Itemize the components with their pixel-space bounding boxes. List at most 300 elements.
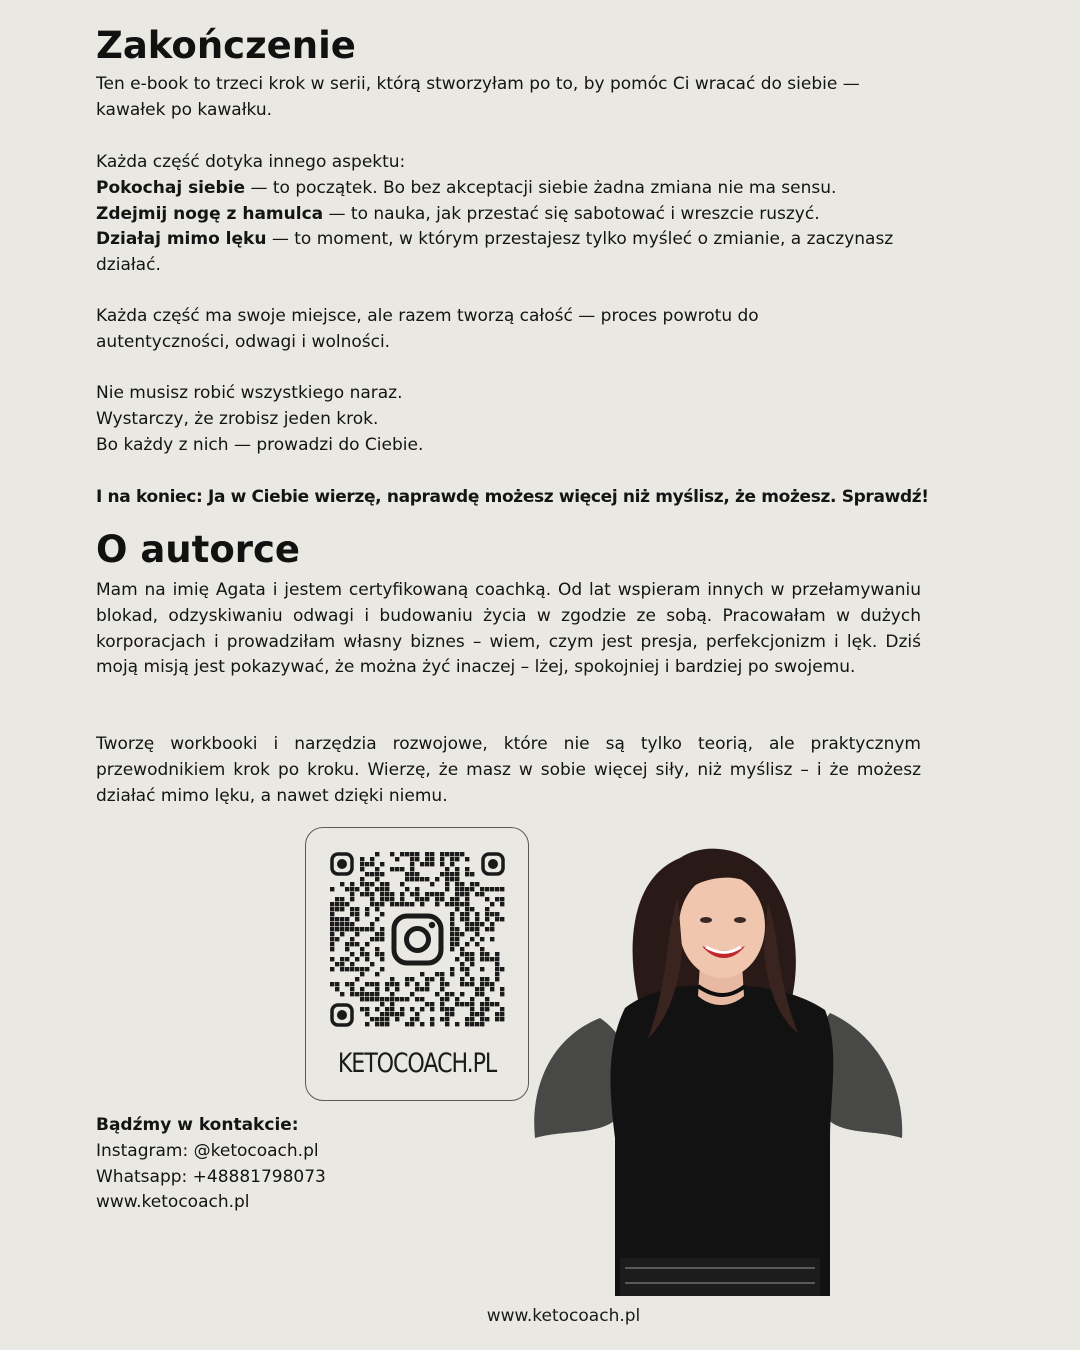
qr-module [450,862,454,866]
qr-module [375,872,379,876]
qr-module [440,982,444,986]
qr-module [485,1007,489,1011]
qr-module [490,982,494,986]
qr-module [350,992,354,996]
qr-module [390,1002,394,1006]
aspect-item-2-text: — to nauka, jak przestać się sabotować i wreszcie ruszyć. [323,203,820,224]
qr-module [455,1002,459,1006]
qr-module [380,862,384,866]
qr-module [380,927,384,931]
qr-module [365,892,369,896]
qr-module [500,1012,504,1016]
qr-module [335,907,339,911]
qr-module [395,857,399,861]
instagram-qr-card[interactable] [305,827,529,1101]
qr-module [355,932,359,936]
qr-module [450,972,454,976]
qr-module [390,997,394,1001]
qr-module [445,1012,449,1016]
qr-module [430,1007,434,1011]
qr-module [460,852,464,856]
qr-module [330,922,334,926]
qr-module [380,957,384,961]
qr-module [380,1012,384,1016]
qr-module [480,1002,484,1006]
qr-module [365,1022,369,1026]
qr-module [410,1007,414,1011]
qr-module [455,892,459,896]
qr-module [485,912,489,916]
aspect-item-3-continued: działać. [96,255,161,276]
qr-module [465,1002,469,1006]
qr-module [365,882,369,886]
qr-code[interactable] [330,852,505,1027]
qr-module [375,952,379,956]
qr-module [410,892,414,896]
qr-module [415,852,419,856]
qr-module [410,1022,414,1026]
qr-module [375,1017,379,1021]
qr-module [430,1022,434,1026]
qr-module [495,897,499,901]
qr-module [425,862,429,866]
qr-module [405,887,409,891]
qr-module [425,852,429,856]
qr-module [400,897,404,901]
qr-module [365,967,369,971]
qr-module [495,917,499,921]
qr-module [465,957,469,961]
qr-module [445,1022,449,1026]
qr-module [445,902,449,906]
qr-module [420,972,424,976]
qr-module [485,897,489,901]
qr-module [460,932,464,936]
contact-whatsapp[interactable]: Whatsapp: +48881798073 [96,1166,326,1187]
qr-module [385,897,389,901]
qr-module [430,862,434,866]
qr-module [460,962,464,966]
qr-module [345,922,349,926]
qr-module [450,897,454,901]
qr-module [420,1007,424,1011]
qr-module [410,872,414,876]
qr-module [340,932,344,936]
qr-module [440,977,444,981]
qr-module [465,902,469,906]
qr-module [410,857,414,861]
qr-module [345,947,349,951]
qr-module [480,887,484,891]
qr-module [390,1007,394,1011]
qr-module [460,902,464,906]
qr-module [385,1022,389,1026]
qr-module [445,997,449,1001]
qr-module [340,992,344,996]
qr-module [370,992,374,996]
qr-module [365,952,369,956]
qr-module [465,952,469,956]
qr-module [495,957,499,961]
qr-module [460,967,464,971]
qr-module [445,867,449,871]
qr-module [375,987,379,991]
qr-module [335,922,339,926]
qr-module [430,857,434,861]
qr-module [370,927,374,931]
qr-module [365,957,369,961]
qr-module [355,967,359,971]
qr-module [375,972,379,976]
qr-module [450,872,454,876]
qr-module [395,982,399,986]
qr-module [460,977,464,981]
qr-module [340,927,344,931]
qr-module [360,1007,364,1011]
qr-module [345,902,349,906]
qr-module [330,967,334,971]
qr-module [445,872,449,876]
qr-module [440,1002,444,1006]
contact-instagram[interactable]: Instagram: @ketocoach.pl [96,1140,319,1161]
qr-module [365,912,369,916]
aspect-item-1-text: — to początek. Bo bez akceptacji siebie żadna zmiana nie ma sensu. [245,177,837,198]
qr-module [360,947,364,951]
qr-module [430,977,434,981]
qr-module [410,992,414,996]
qr-module [400,892,404,896]
qr-module [345,967,349,971]
qr-module [420,902,424,906]
qr-module [475,987,479,991]
qr-module [470,937,474,941]
qr-module [465,912,469,916]
qr-module [440,857,444,861]
qr-module [455,932,459,936]
qr-module [460,982,464,986]
qr-module [360,867,364,871]
qr-module [440,892,444,896]
qr-module [465,867,469,871]
qr-module [485,887,489,891]
qr-module [440,852,444,856]
qr-module [470,952,474,956]
qr-module [365,997,369,1001]
qr-module [450,932,454,936]
qr-module [455,942,459,946]
qr-module [450,877,454,881]
qr-module [455,937,459,941]
qr-module [425,877,429,881]
conclusion-title: Zakończenie [96,24,356,67]
qr-module [455,852,459,856]
qr-module [395,1017,399,1021]
qr-module [355,917,359,921]
qr-module [370,997,374,1001]
qr-module [420,897,424,901]
qr-module [385,892,389,896]
qr-module [490,1002,494,1006]
qr-module [465,1017,469,1021]
footer-url[interactable]: www.ketocoach.pl [486,1306,641,1326]
qr-module [375,932,379,936]
qr-module [485,907,489,911]
qr-module [450,852,454,856]
intro-line-1: Ten e-book to trzeci krok w serii, którą stworzyłam po to, by pomóc Ci wracać do siebie — [96,74,860,94]
qr-module [360,992,364,996]
qr-module [380,937,384,941]
qr-module [380,967,384,971]
qr-module [435,877,439,881]
qr-module [405,902,409,906]
qr-module [460,1002,464,1006]
qr-module [500,967,504,971]
qr-module [360,862,364,866]
qr-module [490,957,494,961]
qr-module [495,912,499,916]
qr-module [370,902,374,906]
qr-module [490,922,494,926]
qr-module [380,897,384,901]
qr-module [480,937,484,941]
qr-module [470,922,474,926]
qr-module [400,882,404,886]
qr-module [400,1012,404,1016]
qr-module [480,1007,484,1011]
qr-module [350,962,354,966]
qr-module [465,942,469,946]
qr-module [380,882,384,886]
qr-module [470,1002,474,1006]
qr-module [460,887,464,891]
intro-line-2: kawałek po kawałku. [96,99,273,120]
qr-module [350,937,354,941]
qr-module [380,892,384,896]
qr-module [405,872,409,876]
qr-module [440,987,444,991]
qr-module [435,992,439,996]
qr-module [465,897,469,901]
qr-module [360,967,364,971]
qr-module [490,987,494,991]
qr-module [500,887,504,891]
qr-module [330,917,334,921]
qr-module [485,982,489,986]
qr-module [470,957,474,961]
qr-module [405,852,409,856]
qr-module [345,957,349,961]
qr-module [360,952,364,956]
qr-module [395,1012,399,1016]
qr-module [420,877,424,881]
qr-module [340,957,344,961]
qr-module [420,987,424,991]
qr-module [495,967,499,971]
qr-module [460,947,464,951]
qr-module [495,962,499,966]
qr-module [400,852,404,856]
qr-module [425,982,429,986]
qr-module [355,887,359,891]
qr-module [455,857,459,861]
qr-module [405,877,409,881]
qr-module [360,987,364,991]
qr-module [385,1017,389,1021]
qr-module [465,982,469,986]
qr-module [350,922,354,926]
qr-module [480,1022,484,1026]
qr-module [450,967,454,971]
qr-module [485,997,489,1001]
qr-module [335,897,339,901]
qr-module [355,977,359,981]
qr-module [375,947,379,951]
qr-module [340,907,344,911]
qr-module [395,902,399,906]
qr-module [415,982,419,986]
qr-module [480,992,484,996]
qr-module [440,1007,444,1011]
qr-module [370,862,374,866]
qr-module [375,917,379,921]
qr-module [365,942,369,946]
qr-module [385,882,389,886]
qr-module [460,892,464,896]
qr-module [350,887,354,891]
qr-module [380,997,384,1001]
qr-module [385,887,389,891]
qr-module [355,907,359,911]
qr-module [340,967,344,971]
qr-module [450,937,454,941]
qr-module [340,902,344,906]
qr-module [380,887,384,891]
qr-module [385,1007,389,1011]
qr-module [455,897,459,901]
qr-module [335,937,339,941]
qr-module [365,872,369,876]
qr-module [455,887,459,891]
qr-module [455,882,459,886]
qr-module [430,1017,434,1021]
qr-module [490,937,494,941]
qr-module [370,857,374,861]
qr-module [380,1002,384,1006]
author-bio-2: Tworzę workbooki i narzędzia rozwojowe, które nie są tylko teorią, ale praktycznym przewodnikiem krok po kroku. Wierzę, że masz w sobie więcej siły, niż myślisz – i że możesz działać mimo lęku, a nawet dzięki niemu. [96,734,921,806]
qr-module [500,987,504,991]
qr-module [450,992,454,996]
qr-module [330,907,334,911]
qr-module [455,927,459,931]
qr-module [330,912,334,916]
qr-module [400,997,404,1001]
qr-module [480,987,484,991]
qr-module [495,977,499,981]
qr-module [440,997,444,1001]
qr-module [500,992,504,996]
qr-module [425,977,429,981]
qr-module [470,1007,474,1011]
qr-module [360,997,364,1001]
whole-paragraph [96,304,926,356]
qr-module [415,892,419,896]
qr-module [450,917,454,921]
qr-module [355,957,359,961]
qr-module [475,1012,479,1016]
qr-module [415,987,419,991]
qr-module [445,852,449,856]
qr-module [440,872,444,876]
qr-module [435,972,439,976]
conclusion-intro [96,72,926,124]
qr-module [460,992,464,996]
qr-module [420,862,424,866]
qr-module [330,957,334,961]
step-line-2: Wystarczy, że zrobisz jeden krok. [96,408,379,429]
qr-module [370,872,374,876]
qr-module [370,937,374,941]
qr-module [470,882,474,886]
qr-module [370,1017,374,1021]
qr-module [475,1022,479,1026]
qr-module [480,922,484,926]
contact-website[interactable]: www.ketocoach.pl [96,1192,250,1213]
qr-module [480,952,484,956]
qr-module [335,982,339,986]
qr-module [470,962,474,966]
qr-module [485,927,489,931]
qr-module [465,917,469,921]
qr-module [450,857,454,861]
qr-module [420,1022,424,1026]
qr-module [455,997,459,1001]
qr-module [365,862,369,866]
qr-module [485,917,489,921]
qr-module [480,977,484,981]
qr-module [450,927,454,931]
qr-module [425,1002,429,1006]
qr-module [375,937,379,941]
qr-module [360,877,364,881]
qr-module [485,957,489,961]
qr-module [410,867,414,871]
qr-module [480,957,484,961]
qr-module [415,1017,419,1021]
qr-module [350,967,354,971]
qr-module [475,927,479,931]
aspect-item-3-text: — to moment, w którym przestajesz tylko myśleć o zmianie, a zaczynasz [266,229,894,250]
qr-module [455,957,459,961]
qr-module [365,982,369,986]
qr-module [340,917,344,921]
qr-module [465,967,469,971]
qr-module [375,887,379,891]
qr-module [375,1007,379,1011]
qr-module [455,867,459,871]
qr-module [405,982,409,986]
qr-module [390,992,394,996]
qr-module [415,897,419,901]
qr-module [475,932,479,936]
qr-module [380,932,384,936]
qr-module [465,872,469,876]
qr-module [495,952,499,956]
qr-module [495,1002,499,1006]
qr-module [330,902,334,906]
qr-module [480,947,484,951]
qr-module [465,907,469,911]
qr-module [370,897,374,901]
